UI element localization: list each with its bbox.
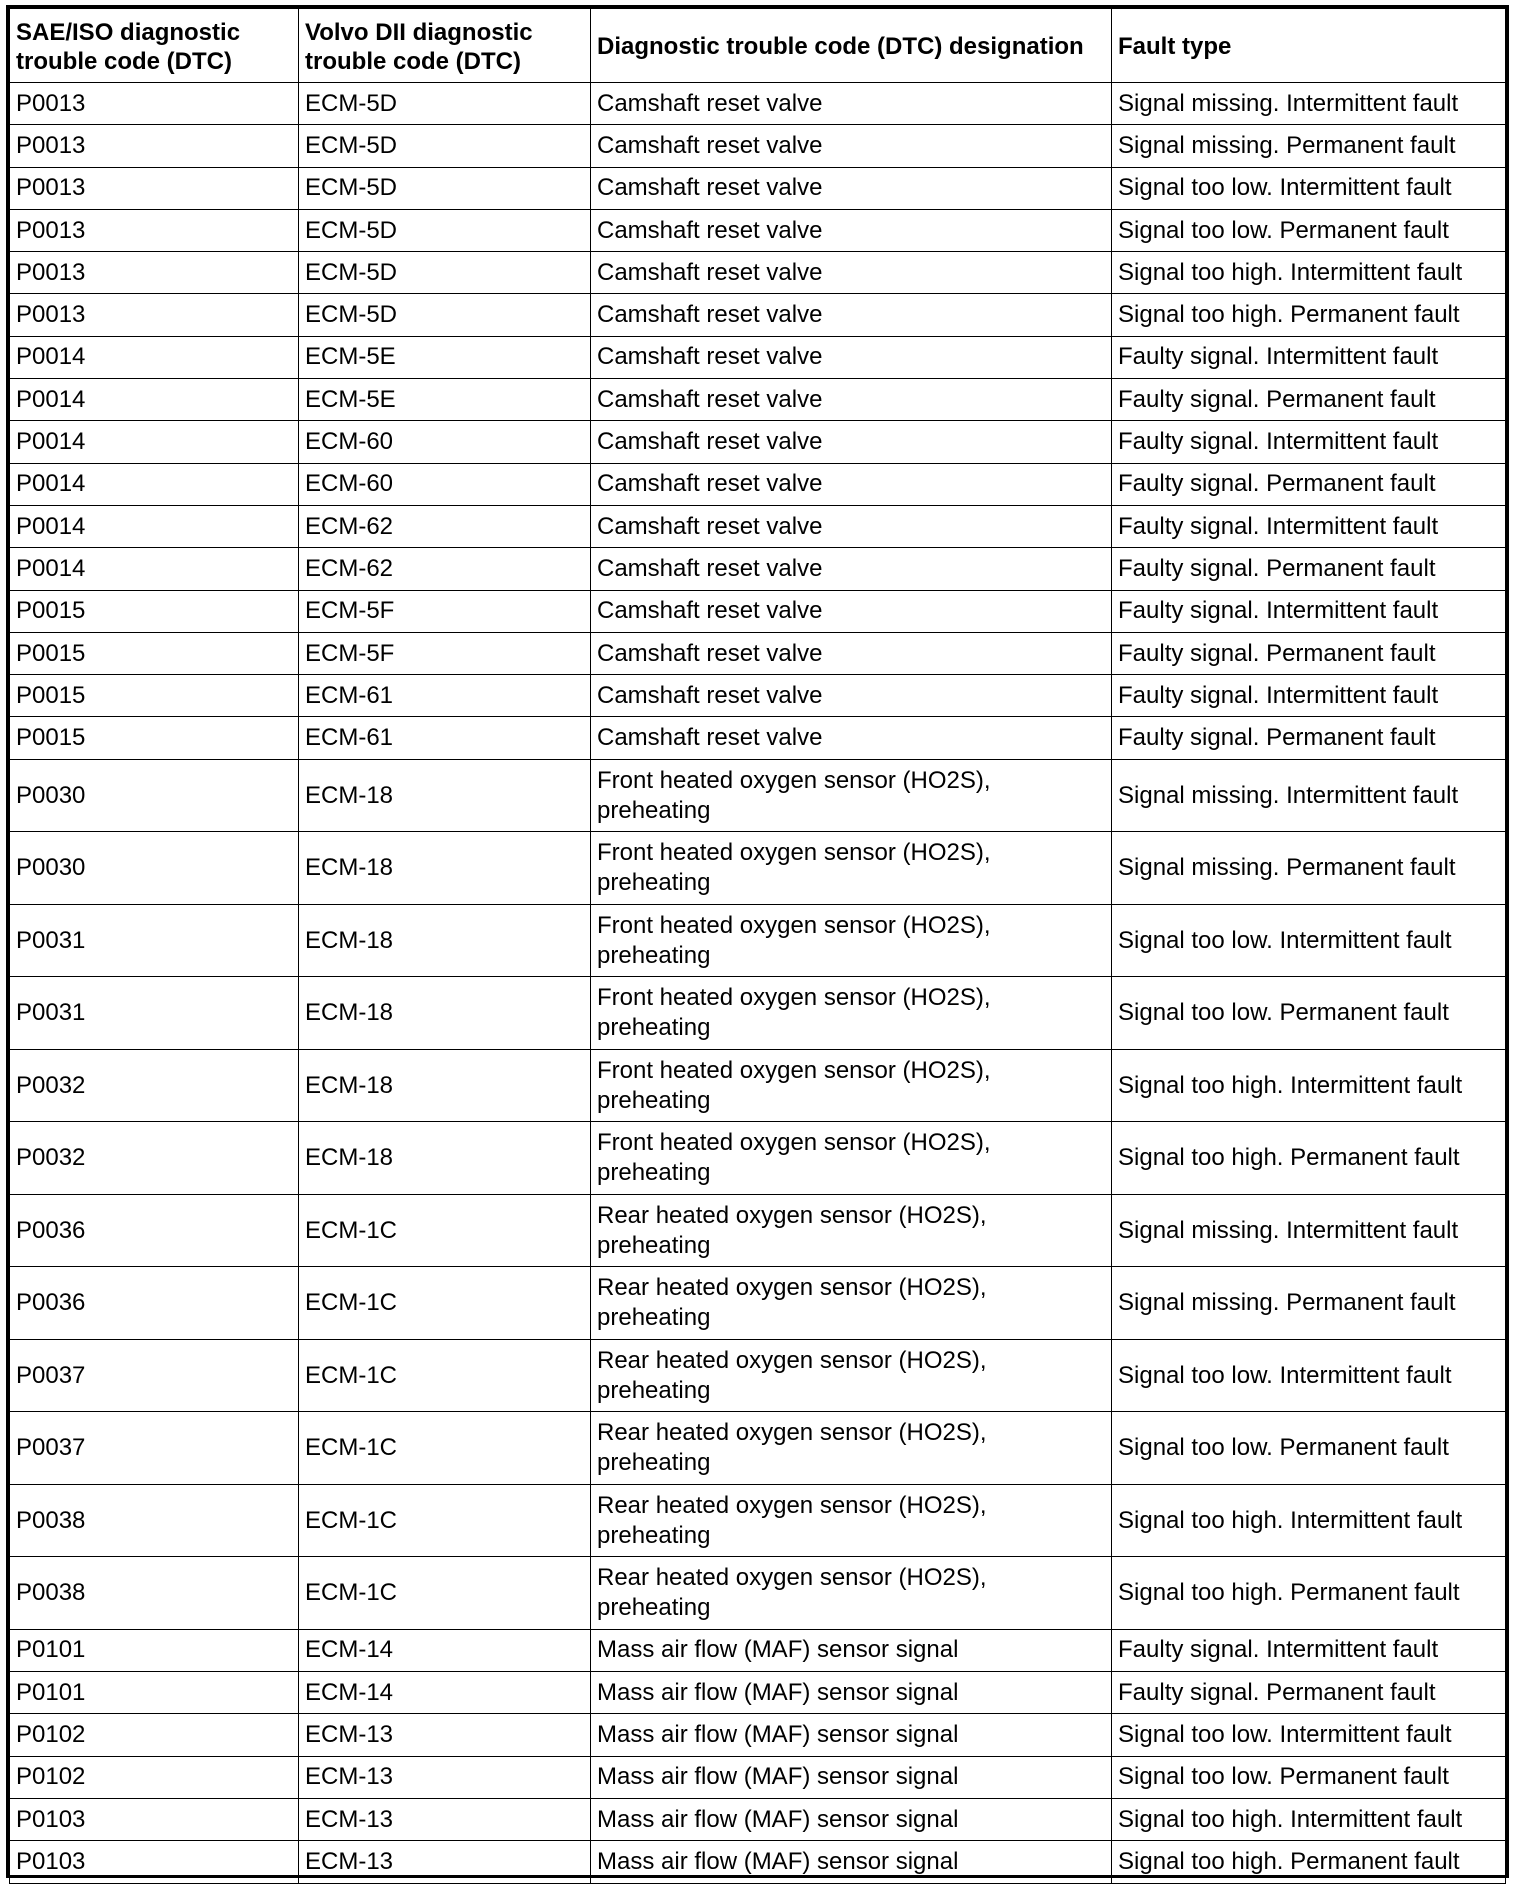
cell-sae-code: P0015 (10, 590, 299, 632)
cell-volvo-code: ECM-5D (299, 167, 591, 209)
table-row (10, 632, 1506, 674)
table-header (10, 9, 1506, 83)
cell-sae-code: P0030 (10, 832, 299, 905)
cell-volvo-code: ECM-5D (299, 294, 591, 336)
cell-fault-type: Faulty signal. Permanent fault (1112, 463, 1506, 505)
cell-volvo-code: ECM-14 (299, 1672, 591, 1714)
cell-volvo-code: ECM-1C (299, 1557, 591, 1630)
cell-volvo-code: ECM-1C (299, 1412, 591, 1485)
cell-designation: Camshaft reset valve (591, 675, 1112, 717)
cell-volvo-code: ECM-60 (299, 421, 591, 463)
header-fault-type: Fault type (1112, 9, 1506, 83)
cell-fault-type: Signal missing. Permanent fault (1112, 125, 1506, 167)
table-row (10, 832, 1506, 905)
cell-fault-type: Faulty signal. Permanent fault (1112, 632, 1506, 674)
cell-designation: Camshaft reset valve (591, 379, 1112, 421)
cell-designation: Rear heated oxygen sensor (HO2S), preheating (591, 1339, 1112, 1412)
cell-sae-code: P0013 (10, 125, 299, 167)
cell-fault-type: Signal too low. Permanent fault (1112, 209, 1506, 251)
cell-volvo-code: ECM-5D (299, 209, 591, 251)
table-row (10, 1629, 1506, 1671)
header-dtc-designation: Diagnostic trouble code (DTC) designation (591, 9, 1112, 83)
table-row (10, 1412, 1506, 1485)
cell-volvo-code: ECM-1C (299, 1339, 591, 1412)
cell-designation: Camshaft reset valve (591, 125, 1112, 167)
cell-designation: Camshaft reset valve (591, 294, 1112, 336)
cell-sae-code: P0015 (10, 675, 299, 717)
cell-sae-code: P0013 (10, 167, 299, 209)
table-row (10, 1798, 1506, 1840)
cell-sae-code: P0031 (10, 977, 299, 1050)
cell-volvo-code: ECM-5F (299, 632, 591, 674)
dtc-table (9, 8, 1506, 1884)
table-row (10, 294, 1506, 336)
table-row (10, 590, 1506, 632)
table-row (10, 1484, 1506, 1557)
table-row (10, 1714, 1506, 1756)
cell-designation: Rear heated oxygen sensor (HO2S), preheating (591, 1557, 1112, 1630)
cell-fault-type: Signal too low. Intermittent fault (1112, 1714, 1506, 1756)
cell-volvo-code: ECM-5D (299, 83, 591, 125)
cell-volvo-code: ECM-5F (299, 590, 591, 632)
cell-fault-type: Faulty signal. Permanent fault (1112, 717, 1506, 759)
cell-designation: Front heated oxygen sensor (HO2S), preheating (591, 759, 1112, 832)
cell-sae-code: P0101 (10, 1629, 299, 1671)
cell-sae-code: P0103 (10, 1841, 299, 1883)
table-row (10, 1672, 1506, 1714)
cell-sae-code: P0038 (10, 1557, 299, 1630)
table-row (10, 1122, 1506, 1195)
cell-sae-code: P0015 (10, 717, 299, 759)
cell-designation: Rear heated oxygen sensor (HO2S), preheating (591, 1267, 1112, 1340)
cell-fault-type: Faulty signal. Intermittent fault (1112, 336, 1506, 378)
table-row (10, 548, 1506, 590)
cell-sae-code: P0013 (10, 83, 299, 125)
cell-sae-code: P0037 (10, 1412, 299, 1485)
cell-sae-code: P0036 (10, 1267, 299, 1340)
cell-designation: Camshaft reset valve (591, 463, 1112, 505)
cell-fault-type: Faulty signal. Intermittent fault (1112, 421, 1506, 463)
cell-volvo-code: ECM-5D (299, 125, 591, 167)
cell-fault-type: Signal too high. Intermittent fault (1112, 1484, 1506, 1557)
table-row (10, 1841, 1506, 1883)
cell-volvo-code: ECM-18 (299, 1122, 591, 1195)
cell-fault-type: Signal too high. Permanent fault (1112, 1841, 1506, 1883)
cell-sae-code: P0102 (10, 1714, 299, 1756)
cell-volvo-code: ECM-60 (299, 463, 591, 505)
table-row (10, 904, 1506, 977)
table-row (10, 336, 1506, 378)
cell-volvo-code: ECM-1C (299, 1484, 591, 1557)
cell-fault-type: Signal missing. Permanent fault (1112, 1267, 1506, 1340)
cell-volvo-code: ECM-5E (299, 379, 591, 421)
cell-fault-type: Signal missing. Intermittent fault (1112, 83, 1506, 125)
cell-designation: Rear heated oxygen sensor (HO2S), preheating (591, 1412, 1112, 1485)
cell-fault-type: Faulty signal. Permanent fault (1112, 548, 1506, 590)
cell-volvo-code: ECM-18 (299, 832, 591, 905)
cell-volvo-code: ECM-62 (299, 548, 591, 590)
cell-designation: Camshaft reset valve (591, 505, 1112, 547)
cell-designation: Front heated oxygen sensor (HO2S), preheating (591, 1049, 1112, 1122)
cell-fault-type: Signal too high. Intermittent fault (1112, 252, 1506, 294)
cell-sae-code: P0102 (10, 1756, 299, 1798)
table-row (10, 1756, 1506, 1798)
cell-designation: Mass air flow (MAF) sensor signal (591, 1756, 1112, 1798)
cell-fault-type: Signal too high. Intermittent fault (1112, 1049, 1506, 1122)
cell-sae-code: P0038 (10, 1484, 299, 1557)
cell-fault-type: Faulty signal. Permanent fault (1112, 379, 1506, 421)
table-row (10, 209, 1506, 251)
cell-fault-type: Faulty signal. Intermittent fault (1112, 1629, 1506, 1671)
cell-designation: Front heated oxygen sensor (HO2S), preheating (591, 904, 1112, 977)
cell-fault-type: Signal too low. Intermittent fault (1112, 167, 1506, 209)
cell-sae-code: P0036 (10, 1194, 299, 1267)
cell-volvo-code: ECM-18 (299, 759, 591, 832)
cell-volvo-code: ECM-13 (299, 1714, 591, 1756)
cell-designation: Camshaft reset valve (591, 167, 1112, 209)
cell-volvo-code: ECM-61 (299, 675, 591, 717)
cell-volvo-code: ECM-13 (299, 1841, 591, 1883)
cell-sae-code: P0013 (10, 209, 299, 251)
table-row (10, 505, 1506, 547)
cell-sae-code: P0014 (10, 548, 299, 590)
cell-designation: Camshaft reset valve (591, 336, 1112, 378)
cell-fault-type: Signal missing. Intermittent fault (1112, 1194, 1506, 1267)
cell-sae-code: P0015 (10, 632, 299, 674)
cell-fault-type: Signal too high. Permanent fault (1112, 294, 1506, 336)
table-row (10, 1557, 1506, 1630)
cell-volvo-code: ECM-18 (299, 977, 591, 1050)
cell-designation: Camshaft reset valve (591, 548, 1112, 590)
table-body (10, 83, 1506, 1884)
cell-sae-code: P0013 (10, 252, 299, 294)
cell-sae-code: P0014 (10, 379, 299, 421)
cell-fault-type: Signal too high. Permanent fault (1112, 1122, 1506, 1195)
cell-designation: Camshaft reset valve (591, 209, 1112, 251)
header-sae-iso-dtc: SAE/ISO diagnostic trouble code (DTC) (10, 9, 299, 83)
cell-designation: Front heated oxygen sensor (HO2S), preheating (591, 1122, 1112, 1195)
cell-fault-type: Signal too low. Permanent fault (1112, 977, 1506, 1050)
cell-designation: Camshaft reset valve (591, 717, 1112, 759)
cell-volvo-code: ECM-61 (299, 717, 591, 759)
cell-volvo-code: ECM-14 (299, 1629, 591, 1671)
cell-volvo-code: ECM-5D (299, 252, 591, 294)
table-row (10, 125, 1506, 167)
cell-sae-code: P0037 (10, 1339, 299, 1412)
cell-designation: Mass air flow (MAF) sensor signal (591, 1841, 1112, 1883)
cell-sae-code: P0032 (10, 1122, 299, 1195)
cell-designation: Camshaft reset valve (591, 252, 1112, 294)
cell-fault-type: Signal missing. Intermittent fault (1112, 759, 1506, 832)
cell-designation: Mass air flow (MAF) sensor signal (591, 1714, 1112, 1756)
cell-fault-type: Faulty signal. Intermittent fault (1112, 505, 1506, 547)
cell-fault-type: Signal missing. Permanent fault (1112, 832, 1506, 905)
cell-fault-type: Signal too low. Intermittent fault (1112, 1339, 1506, 1412)
table-row (10, 167, 1506, 209)
table-row (10, 83, 1506, 125)
cell-sae-code: P0031 (10, 904, 299, 977)
cell-sae-code: P0101 (10, 1672, 299, 1714)
cell-volvo-code: ECM-13 (299, 1798, 591, 1840)
cell-designation: Front heated oxygen sensor (HO2S), preheating (591, 977, 1112, 1050)
cell-fault-type: Signal too low. Permanent fault (1112, 1756, 1506, 1798)
cell-sae-code: P0032 (10, 1049, 299, 1122)
cell-volvo-code: ECM-1C (299, 1267, 591, 1340)
cell-volvo-code: ECM-18 (299, 904, 591, 977)
cell-designation: Mass air flow (MAF) sensor signal (591, 1672, 1112, 1714)
table-row (10, 421, 1506, 463)
cell-designation: Camshaft reset valve (591, 421, 1112, 463)
cell-designation: Rear heated oxygen sensor (HO2S), preheating (591, 1484, 1112, 1557)
table-row (10, 379, 1506, 421)
cell-sae-code: P0014 (10, 336, 299, 378)
table-row (10, 1194, 1506, 1267)
header-volvo-dii-dtc: Volvo DII diagnostic trouble code (DTC) (299, 9, 591, 83)
cell-designation: Camshaft reset valve (591, 632, 1112, 674)
cell-sae-code: P0013 (10, 294, 299, 336)
cell-designation: Camshaft reset valve (591, 590, 1112, 632)
cell-designation: Front heated oxygen sensor (HO2S), preheating (591, 832, 1112, 905)
cell-designation: Camshaft reset valve (591, 83, 1112, 125)
cell-fault-type: Signal too low. Permanent fault (1112, 1412, 1506, 1485)
cell-sae-code: P0014 (10, 421, 299, 463)
table-row (10, 1267, 1506, 1340)
header-row (10, 9, 1506, 83)
cell-volvo-code: ECM-13 (299, 1756, 591, 1798)
dtc-table-frame (6, 5, 1509, 1878)
cell-fault-type: Faulty signal. Permanent fault (1112, 1672, 1506, 1714)
cell-sae-code: P0014 (10, 463, 299, 505)
table-row (10, 463, 1506, 505)
table-row (10, 977, 1506, 1050)
cell-fault-type: Signal too high. Permanent fault (1112, 1557, 1506, 1630)
cell-designation: Mass air flow (MAF) sensor signal (591, 1629, 1112, 1671)
cell-fault-type: Faulty signal. Intermittent fault (1112, 590, 1506, 632)
table-row (10, 252, 1506, 294)
cell-sae-code: P0103 (10, 1798, 299, 1840)
table-row (10, 1049, 1506, 1122)
cell-volvo-code: ECM-1C (299, 1194, 591, 1267)
table-row (10, 717, 1506, 759)
table-row (10, 1339, 1506, 1412)
cell-fault-type: Signal too low. Intermittent fault (1112, 904, 1506, 977)
cell-designation: Mass air flow (MAF) sensor signal (591, 1798, 1112, 1840)
table-row (10, 675, 1506, 717)
cell-fault-type: Faulty signal. Intermittent fault (1112, 675, 1506, 717)
cell-volvo-code: ECM-18 (299, 1049, 591, 1122)
cell-designation: Rear heated oxygen sensor (HO2S), preheating (591, 1194, 1112, 1267)
cell-volvo-code: ECM-5E (299, 336, 591, 378)
cell-volvo-code: ECM-62 (299, 505, 591, 547)
cell-sae-code: P0014 (10, 505, 299, 547)
cell-sae-code: P0030 (10, 759, 299, 832)
table-row (10, 759, 1506, 832)
cell-fault-type: Signal too high. Intermittent fault (1112, 1798, 1506, 1840)
